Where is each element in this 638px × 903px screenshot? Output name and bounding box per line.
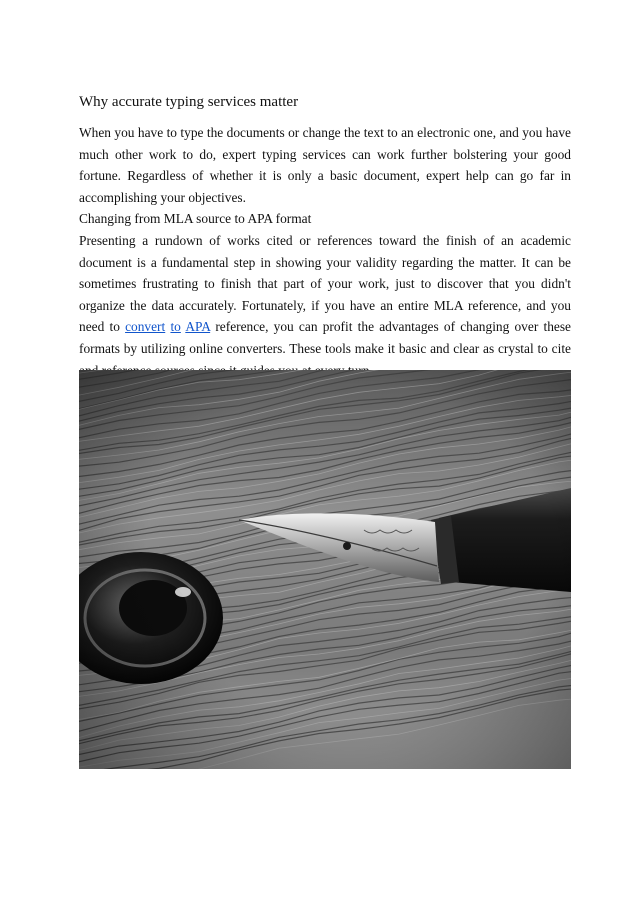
apa-link[interactable]: APA [185,319,211,335]
mla-apa-paragraph [79,230,571,381]
fountain-pen-photo [79,370,571,769]
document-body [79,92,571,381]
intro-paragraph: When you have to type the documents or change the text to an electronic one, and you have much other work to do, expert typing services can work further bolstering your good fortune. Regardless of whether it is only a basic document, expert help can go far in accomplishing your objectives. [79,125,571,205]
to-link[interactable]: to [170,319,181,335]
paragraph-text-end: reference, you can profit the advantages of changing over these formats by utilizing online converters. These tools make it basic and clear as crystal to cite [79,319,571,356]
subsection-heading: Changing from MLA source to APA format [79,211,312,227]
section-heading: Why accurate typing services matter [79,94,299,110]
convert-link[interactable]: convert [125,319,166,335]
fountain-pen-photo-icon [79,370,571,769]
paragraph-text-start: Presenting a rundown of works cited or references toward the finish of an academic document is a fundamental step in showing your validity regarding the matter. It can be sometimes frustrating to finish that part of your work, just to discover that you didn't organize the data accurately. Fortunately, if you have an entire MLA reference, and you need to [79,232,571,335]
